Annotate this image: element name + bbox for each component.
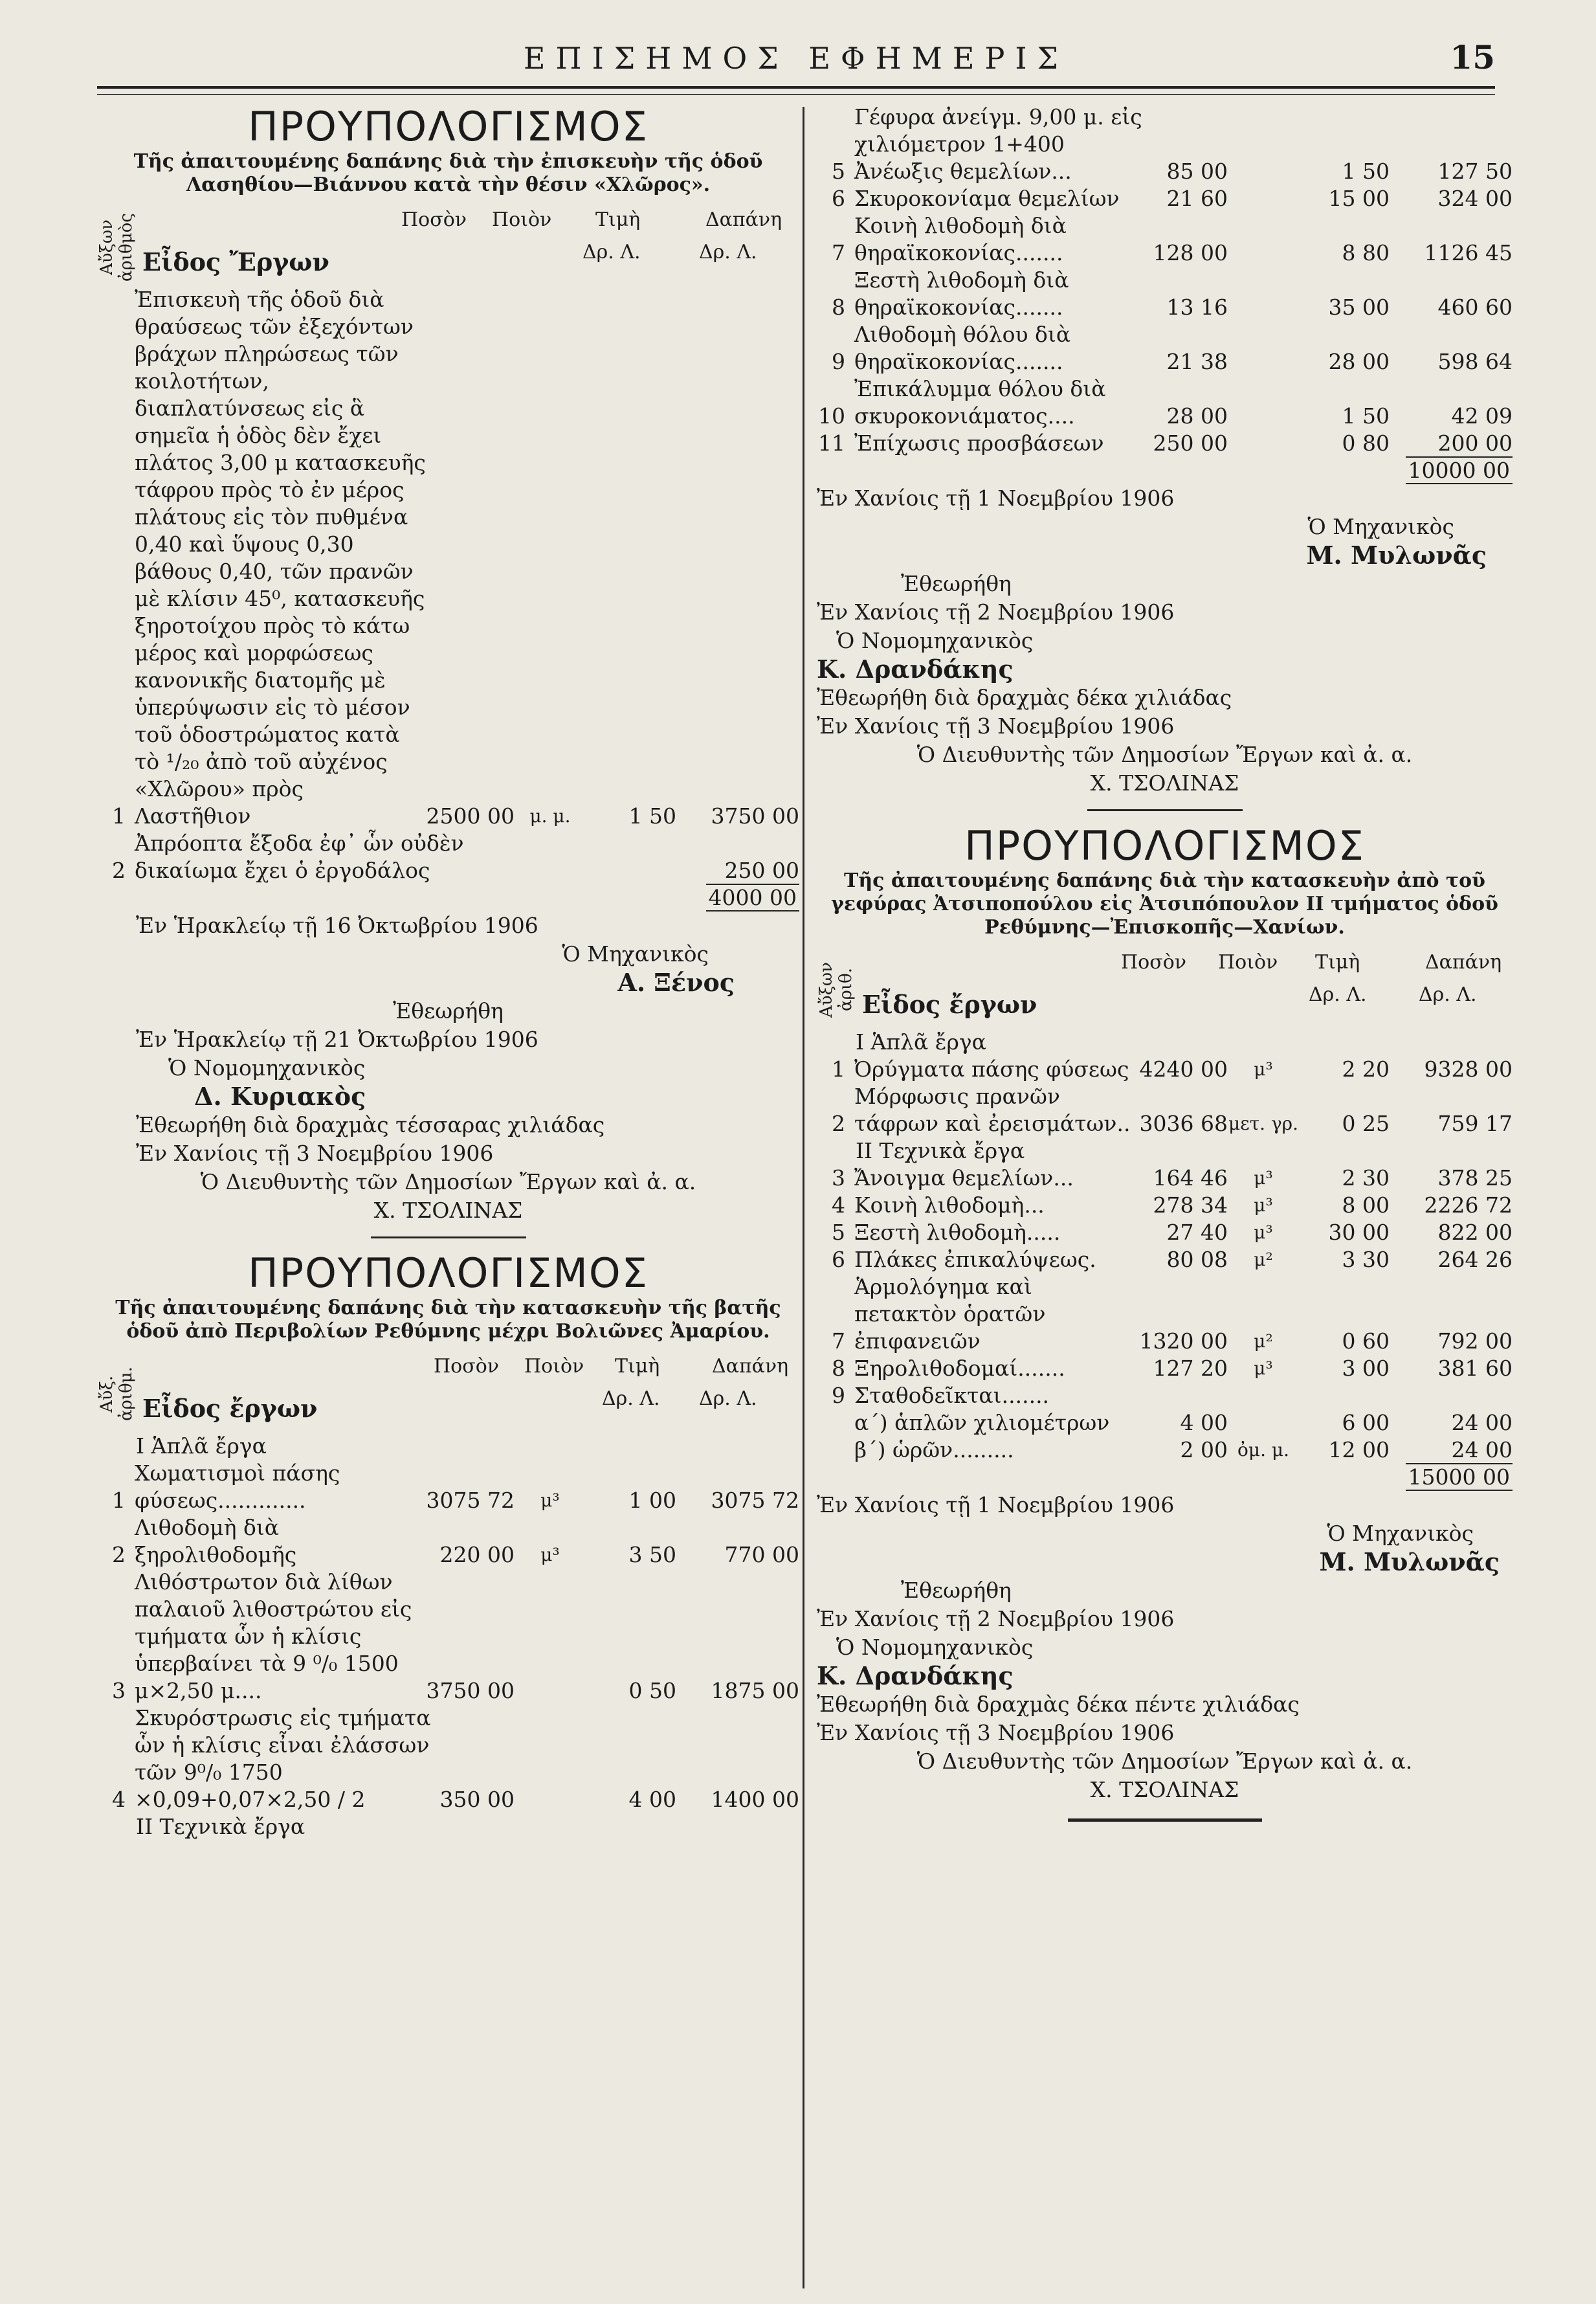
row-total: 9328 00 [1424, 1057, 1513, 1082]
table-row [817, 267, 1513, 321]
row-number: 4 [832, 1192, 845, 1218]
budget-c-subtitle: Τῆς ἀπαιτουμένης δαπάνης διὰ τὴν κατασκευὴν ἀπὸ τοῦ γεφύρας Ἀτσιποπούλου εἰς Ἀτσιπόπουλον ΙΙ τμήματος ὁδοῦ Ρεθύμνης—Ἐπισκοπῆς—Χανίων. [831, 869, 1498, 939]
engineer-role: Ὁ Μηχανικὸς [562, 941, 709, 967]
row-number: 9 [832, 349, 845, 374]
nomo-role: Ὁ Νομομηχανικὸς [168, 1055, 366, 1080]
col-quality-label: Ποιὸν [1218, 951, 1278, 974]
row-unit: μ³ [1254, 1058, 1273, 1080]
row-price: 1 00 [628, 1488, 676, 1513]
unit-cost-label: Δρ. Λ. [699, 1387, 757, 1410]
row-description: Πλάκες ἐπικαλύψεως. [854, 1247, 1096, 1272]
right-column [817, 104, 1513, 1822]
row-quantity: 164 46 [1153, 1165, 1228, 1191]
director-role: Ὁ Διευθυντὴς τῶν Δημοσίων Ἔργων καὶ ἀ. α. [200, 1169, 696, 1194]
row-price: 3 30 [1342, 1247, 1390, 1272]
budget-c [817, 823, 1513, 1822]
engineer-name: Μ. Μυλωνᾶς [1319, 1547, 1500, 1576]
director-name: Χ. ΤΣΟΛΙΝΑΣ [1090, 770, 1239, 796]
table-row [97, 286, 799, 830]
place-date: Ἐν Ἡρακλείῳ τῇ 21 Ὀκτωβρίου 1906 [136, 1027, 538, 1052]
gazette-title: ΕΠΙΣΗΜΟΣ ΕΦΗΜΕΡΙΣ [523, 41, 1069, 76]
row-price: 28 00 [1328, 349, 1390, 374]
place-date: Ἐν Χανίοις τῇ 1 Νοεμβρίου 1906 [817, 486, 1175, 511]
row-quantity: 1320 00 [1139, 1328, 1228, 1354]
director-name: Χ. ΤΣΟΛΙΝΑΣ [373, 1198, 523, 1223]
sum-value: 4000 00 [706, 884, 799, 912]
budget-a-title: ΠΡΟΥΠΟΛΟΓΙΣΜΟΣ [248, 103, 648, 150]
sum-value: 10000 00 [1406, 456, 1513, 484]
row-total: 2226 72 [1424, 1192, 1513, 1218]
row-total: 460 60 [1437, 295, 1513, 320]
row-price: 0 60 [1342, 1328, 1390, 1354]
row-description: Ξηρολιθοδομαί....... [854, 1356, 1065, 1381]
table-row [817, 321, 1513, 375]
table-row [817, 1273, 1513, 1355]
row-number: 3 [832, 1165, 845, 1191]
place-date: Ἐν Χανίοις τῇ 2 Νοεμβρίου 1906 [817, 599, 1175, 625]
unit-price-label: Δρ. Λ. [602, 1387, 660, 1410]
row-unit: μ³ [1254, 1222, 1273, 1243]
row-quantity: 278 34 [1153, 1192, 1228, 1218]
engineer-name: Α. Ξένος [617, 968, 735, 997]
budget-b-sum [817, 457, 1513, 484]
row-total: 381 60 [1437, 1356, 1513, 1381]
row-price: 1 50 [1342, 159, 1390, 184]
row-description: Ἄνοιγμα θεμελίων... [854, 1165, 1074, 1191]
row-price: 0 50 [628, 1678, 676, 1703]
row-number: 4 [112, 1787, 126, 1812]
table-row [817, 104, 1513, 158]
row-price: 2 20 [1342, 1057, 1390, 1082]
left-column [97, 104, 799, 1840]
row-total: 378 25 [1437, 1165, 1513, 1191]
row-total: 822 00 [1437, 1220, 1513, 1245]
place-date: Ἐν Χανίοις τῇ 3 Νοεμβρίου 1906 [136, 1141, 494, 1166]
budget-c-signatures [817, 1491, 1513, 1804]
col-price-label: Τιμὴ [615, 1355, 660, 1378]
row-number: 2 [112, 1542, 126, 1567]
approved-label: Ἐθεωρήθη [901, 1578, 1012, 1603]
col-cost-label: Δαπάνη [705, 208, 782, 231]
row-description: Μόρφωσις πρανῶν τάφρων καὶ ἐρεισμάτων.. [854, 1084, 1131, 1136]
row-description: Σκυροκονίαμα θεμελίων [854, 186, 1120, 211]
row-quantity: 3036 68 [1139, 1111, 1228, 1136]
budget-a-table-header [97, 202, 799, 286]
row-number: 2 [832, 1111, 845, 1136]
row-total: 1875 00 [711, 1678, 799, 1703]
row-price: 3 50 [628, 1542, 676, 1567]
budget-c-sum [817, 1464, 1513, 1491]
unit-cost-label: Δρ. Λ. [699, 241, 757, 263]
col-cost-label: Δαπάνη [1425, 951, 1502, 974]
approved-label: Ἐθεωρήθη [393, 998, 504, 1023]
group-technical-works: ΙΙ Τεχνικὰ ἔργα [856, 1138, 1025, 1163]
row-description: α΄) ἁπλῶν χιλιομέτρων [854, 1410, 1110, 1435]
row-price: 0 80 [1342, 431, 1390, 456]
row-unit: ὀμ. μ. [1237, 1439, 1289, 1460]
row-quantity: 350 00 [439, 1787, 515, 1812]
row-quantity: 85 00 [1166, 159, 1228, 184]
table-row [817, 1192, 1513, 1219]
place-date: Ἐν Χανίοις τῇ 1 Νοεμβρίου 1906 [817, 1492, 1175, 1517]
col-num-label: Αὔξων ἀριθ. [817, 962, 856, 1018]
row-description: Ξεστὴ λιθοδομὴ διὰ θηραϊκοκονίας....... [854, 267, 1069, 320]
budget-c-title: ΠΡΟΥΠΟΛΟΓΙΣΜΟΣ [964, 822, 1365, 869]
row-description: Ἐπισκευὴ τῆς ὁδοῦ διὰ θραύσεως τῶν ἐξεχόντων βράχων πληρώσεως τῶν κοιλοτήτων, διαπλατύνσεως εἰς ἃ σημεῖα ἡ ὁδὸς δὲν ἔχει πλάτος 3,00 μ κατασκευῆς τάφρου πρὸς τὸ ἐν μέρος πλάτους εἰς τὸν πυθμένα 0,40 καὶ ὕψους 0,30 βάθους 0,40, τῶν πρανῶν μὲ κλίσιν 45⁰, κατασκευῆς ξηροτοίχου πρὸς τὸ κάτω μέρος καὶ μορφώσεως κανονικῆς διατομῆς μὲ ὑπερύψωσιν εἰς τὸ μέσον τοῦ ὁδοστρώματος κατὰ τὸ ¹/₂₀ ἀπὸ τοῦ αὐχένος «Χλῶρου» πρὸς Λαστῆθιον [135, 287, 426, 829]
row-total: 24 00 [1451, 1410, 1513, 1435]
row-number: 7 [832, 240, 845, 265]
row-total: 250 00 [724, 858, 799, 883]
table-row [817, 1219, 1513, 1246]
row-description: Ἐπίχωσις προσβάσεων [854, 431, 1104, 456]
row-price: 12 00 [1328, 1437, 1390, 1462]
row-quantity: 4 00 [1180, 1410, 1228, 1435]
row-price: 1 50 [628, 803, 676, 829]
page-number: 15 [1450, 38, 1495, 76]
row-description: β΄) ὡρῶν......... [854, 1437, 1014, 1462]
row-price: 30 00 [1328, 1220, 1390, 1245]
budget-c-table-header [817, 945, 1513, 1029]
table-row [817, 1083, 1513, 1137]
row-number: 9 [832, 1383, 845, 1408]
col-kind-label: Εἶδος Ἔργων [142, 247, 329, 276]
table-row [97, 830, 799, 884]
row-number: 5 [832, 159, 845, 184]
budget-b [97, 1250, 799, 1840]
row-price: 0 25 [1342, 1111, 1390, 1136]
table-row [817, 1165, 1513, 1192]
director-role: Ὁ Διευθυντὴς τῶν Δημοσίων Ἔργων καὶ ἀ. α. [916, 1749, 1413, 1774]
row-total: 1126 45 [1424, 240, 1513, 265]
row-description: Ἀπρόοπτα ἔξοδα ἐφ᾽ ὧν οὐδὲν δικαίωμα ἔχει ὁ ἐργοδάλος [135, 831, 464, 883]
row-price: 35 00 [1328, 295, 1390, 320]
row-total: 324 00 [1437, 186, 1513, 211]
budget-b-continued [817, 104, 1513, 811]
row-quantity: 2 00 [1180, 1437, 1228, 1462]
row-quantity: 21 38 [1166, 349, 1228, 374]
table-row [817, 158, 1513, 185]
row-total: 264 26 [1437, 1247, 1513, 1272]
row-number: 2 [112, 858, 126, 883]
table-row [817, 1355, 1513, 1382]
col-num-label: Αὔξ. ἀριθμ. [97, 1367, 136, 1421]
place-date: Ἐν Χανίοις τῇ 3 Νοεμβρίου 1906 [817, 1720, 1175, 1745]
table-row [817, 1409, 1513, 1437]
table-row [817, 1246, 1513, 1273]
row-description: Ἀνέωξις θεμελίων... [854, 159, 1072, 184]
place-date: Ἐν Ἡρακλείῳ τῇ 16 Ὀκτωβρίου 1906 [136, 913, 538, 938]
row-number: 1 [112, 1488, 126, 1513]
row-total: 598 64 [1437, 349, 1513, 374]
col-price-label: Τιμὴ [1315, 951, 1360, 974]
row-total: 200 00 [1437, 431, 1513, 456]
col-cost-label: Δαπάνη [712, 1355, 789, 1378]
row-quantity: 128 00 [1153, 240, 1228, 265]
row-unit: μ³ [540, 1544, 560, 1565]
masthead-rule [97, 86, 1495, 95]
director-role: Ὁ Διευθυντὴς τῶν Δημοσίων Ἔργων καὶ ἀ. α. [916, 742, 1413, 767]
unit-cost-label: Δρ. Λ. [1419, 983, 1477, 1006]
row-description: Σταθοδεῖκται....... [854, 1383, 1050, 1408]
col-price-label: Τιμὴ [595, 208, 641, 231]
col-qty-label: Ποσὸν [1121, 951, 1187, 974]
table-row [97, 1514, 799, 1569]
col-quality-label: Ποιὸν [524, 1355, 584, 1378]
engineer-role: Ὁ Μηχανικὸς [1327, 1521, 1474, 1546]
approved-amount: Ἐθεωρήθη διὰ δραχμὰς τέσσαρας χιλιάδας [136, 1112, 605, 1137]
row-number: 5 [832, 1220, 845, 1245]
place-date: Ἐν Χανίοις τῇ 3 Νοεμβρίου 1906 [817, 713, 1175, 739]
row-unit: μ² [1254, 1330, 1273, 1352]
group-technical-works: ΙΙ Τεχνικὰ ἔργα [136, 1814, 305, 1839]
table-row [817, 1382, 1513, 1409]
row-description: Κοινὴ λιθοδομὴ διὰ θηραϊκοκονίας....... [854, 213, 1067, 265]
table-row [817, 1437, 1513, 1464]
row-price: 8 00 [1342, 1192, 1390, 1218]
approved-label: Ἐθεωρήθη [901, 571, 1012, 596]
row-quantity: 28 00 [1166, 403, 1228, 429]
row-description: Ὀρύγματα πάσης φύσεως [854, 1057, 1129, 1082]
row-price: 6 00 [1342, 1410, 1390, 1435]
table-row [97, 1569, 799, 1705]
group-simple-works: Ι Ἁπλᾶ ἔργα [136, 1433, 267, 1459]
table-row [97, 1705, 799, 1813]
row-number: 10 [818, 403, 845, 429]
row-total: 24 00 [1451, 1437, 1513, 1462]
row-description: Χωματισμοὶ πάσης φύσεως............. [135, 1460, 340, 1513]
group-simple-works: Ι Ἁπλᾶ ἔργα [856, 1029, 986, 1055]
col-kind-label: Εἶδος ἔργων [862, 990, 1037, 1019]
row-quantity: 13 16 [1166, 295, 1228, 320]
budget-b-subtitle: Τῆς ἀπαιτουμένης δαπάνης διὰ τὴν κατασκευὴν τῆς βατῆς ὁδοῦ ἀπὸ Περιβολίων Ρεθύμνης μέχρι Βολιῶνες Ἀμαρίου. [115, 1297, 781, 1343]
row-number: 8 [832, 295, 845, 320]
nomo-name: Κ. Δρανδάκης [817, 654, 1014, 684]
unit-price-label: Δρ. Λ. [582, 241, 641, 263]
row-quantity: 4240 00 [1139, 1057, 1228, 1082]
row-description: Ἁρμολόγημα καὶ πετακτὸν ὁρατῶν ἐπιφανειῶν [854, 1274, 1046, 1354]
row-quantity: 127 20 [1153, 1356, 1228, 1381]
row-number: 6 [832, 1247, 845, 1272]
row-quantity: 3750 00 [426, 1678, 515, 1703]
row-unit: μετ. γρ. [1228, 1113, 1299, 1134]
table-row [817, 212, 1513, 267]
row-number: 6 [832, 186, 845, 211]
col-quality-label: Ποιὸν [492, 208, 552, 231]
approved-amount: Ἐθεωρήθη διὰ δραχμὰς δέκα πέντε χιλιάδας [817, 1692, 1300, 1717]
row-number: 1 [832, 1057, 845, 1082]
row-quantity: 21 60 [1166, 186, 1228, 211]
row-total: 1400 00 [711, 1787, 799, 1812]
table-row [817, 1056, 1513, 1083]
budget-c-rows-simple [817, 1056, 1513, 1137]
row-price: 15 00 [1328, 186, 1390, 211]
sum-value: 15000 00 [1406, 1463, 1513, 1491]
row-price: 1 50 [1342, 403, 1390, 429]
row-description: Γέφυρα ἀνείγμ. 9,00 μ. εἰς χιλιόμετρον 1+400 [854, 104, 1142, 157]
nomo-role: Ὁ Νομομηχανικὸς [836, 628, 1034, 653]
col-qty-label: Ποσὸν [401, 208, 467, 231]
row-quantity: 80 08 [1166, 1247, 1228, 1272]
row-unit: μ³ [1254, 1358, 1273, 1379]
budget-a-signatures [97, 912, 799, 1225]
engineer-role: Ὁ Μηχανικὸς [1307, 514, 1454, 539]
row-total: 759 17 [1437, 1111, 1513, 1136]
row-total: 127 50 [1437, 159, 1513, 184]
row-description: Ἐπικάλυμμα θόλου διὰ σκυροκονιάματος.... [854, 376, 1106, 429]
table-row [97, 1460, 799, 1514]
row-total: 792 00 [1437, 1328, 1513, 1354]
row-price: 3 00 [1342, 1356, 1390, 1381]
budget-a-sum [97, 884, 799, 912]
budget-a-rows [97, 286, 799, 884]
row-number: 3 [112, 1678, 126, 1703]
column-divider [803, 107, 804, 2288]
nomo-name: Κ. Δρανδάκης [817, 1661, 1014, 1690]
row-description: Σκυρόστρωσις εἰς τμήματα ὧν ἡ κλίσις εἶναι ἐλάσσων τῶν 9⁰/₀ 1750 ×0,09+0,07×2,50 / 2 [135, 1705, 431, 1812]
row-quantity: 250 00 [1153, 431, 1228, 456]
row-unit: μ. μ. [529, 805, 571, 827]
budget-a-subtitle: Τῆς ἀπαιτουμένης δαπάνης διὰ τὴν ἐπισκευὴν τῆς ὁδοῦ Λασηθίου—Βιάννου κατὰ τὴν θέσιν «Χλῶρος». [133, 150, 763, 196]
row-unit: μ³ [1254, 1167, 1273, 1189]
row-number: 11 [818, 431, 845, 456]
budget-a [97, 104, 799, 1238]
budget-b-cont-rows [817, 104, 1513, 457]
col-num-label: Αὔξων ἀριθμὸς [97, 213, 136, 282]
budget-b-title: ΠΡΟΥΠΟΛΟΓΙΣΜΟΣ [248, 1249, 648, 1297]
row-total: 3750 00 [711, 803, 799, 829]
nomo-role: Ὁ Νομομηχανικὸς [836, 1635, 1034, 1660]
col-qty-label: Ποσὸν [434, 1355, 500, 1378]
row-total: 3075 72 [711, 1488, 799, 1513]
table-row [817, 375, 1513, 430]
budget-c-rows-technical [817, 1165, 1513, 1464]
masthead [97, 36, 1495, 94]
row-price: 4 00 [628, 1787, 676, 1812]
col-kind-label: Εἶδος ἔργων [142, 1394, 318, 1423]
row-description: Λιθοδομὴ διὰ ξηρολιθοδομῆς [135, 1515, 297, 1567]
row-price: 2 30 [1342, 1165, 1390, 1191]
approved-amount: Ἐθεωρήθη διὰ δραχμὰς δέκα χιλιάδας [817, 685, 1232, 710]
row-number: 8 [832, 1356, 845, 1381]
row-unit: μ² [1254, 1249, 1273, 1270]
row-description: Κοινὴ λιθοδομὴ... [854, 1192, 1045, 1218]
row-unit: μ³ [540, 1490, 560, 1511]
row-description: Λιθοδομὴ θόλου διὰ θηραϊκοκονίας....... [854, 322, 1071, 374]
place-date: Ἐν Χανίοις τῇ 2 Νοεμβρίου 1906 [817, 1606, 1175, 1631]
row-quantity: 220 00 [439, 1542, 515, 1567]
row-total: 42 09 [1451, 403, 1513, 429]
row-number: 7 [832, 1328, 845, 1354]
table-row [817, 430, 1513, 457]
budget-b-table-header [97, 1348, 799, 1433]
row-number: 1 [112, 803, 126, 829]
unit-price-label: Δρ. Λ. [1309, 983, 1367, 1006]
row-quantity: 27 40 [1166, 1220, 1228, 1245]
section-rule [1087, 809, 1243, 811]
row-quantity: 3075 72 [426, 1488, 515, 1513]
budget-b-signatures [817, 484, 1513, 798]
director-name: Χ. ΤΣΟΛΙΝΑΣ [1090, 1777, 1239, 1802]
row-price: 8 80 [1342, 240, 1390, 265]
end-rule [1068, 1818, 1262, 1822]
row-quantity: 2500 00 [426, 803, 515, 829]
row-description: Λιθόστρωτον διὰ λίθων παλαιοῦ λιθοστρώτου εἰς τμήματα ὧν ἡ κλίσις ὑπερβαίνει τὰ 9 ⁰/₀ 1500 μ×2,50 μ.... [135, 1569, 412, 1703]
budget-b-rows [97, 1460, 799, 1813]
row-description: Ξεστὴ λιθοδομὴ..... [854, 1220, 1061, 1245]
table-row [817, 185, 1513, 212]
row-unit: μ³ [1254, 1194, 1273, 1216]
section-rule [371, 1236, 526, 1238]
engineer-name: Μ. Μυλωνᾶς [1306, 541, 1487, 570]
row-total: 770 00 [724, 1542, 799, 1567]
nomo-name: Δ. Κυριακὸς [194, 1082, 366, 1111]
